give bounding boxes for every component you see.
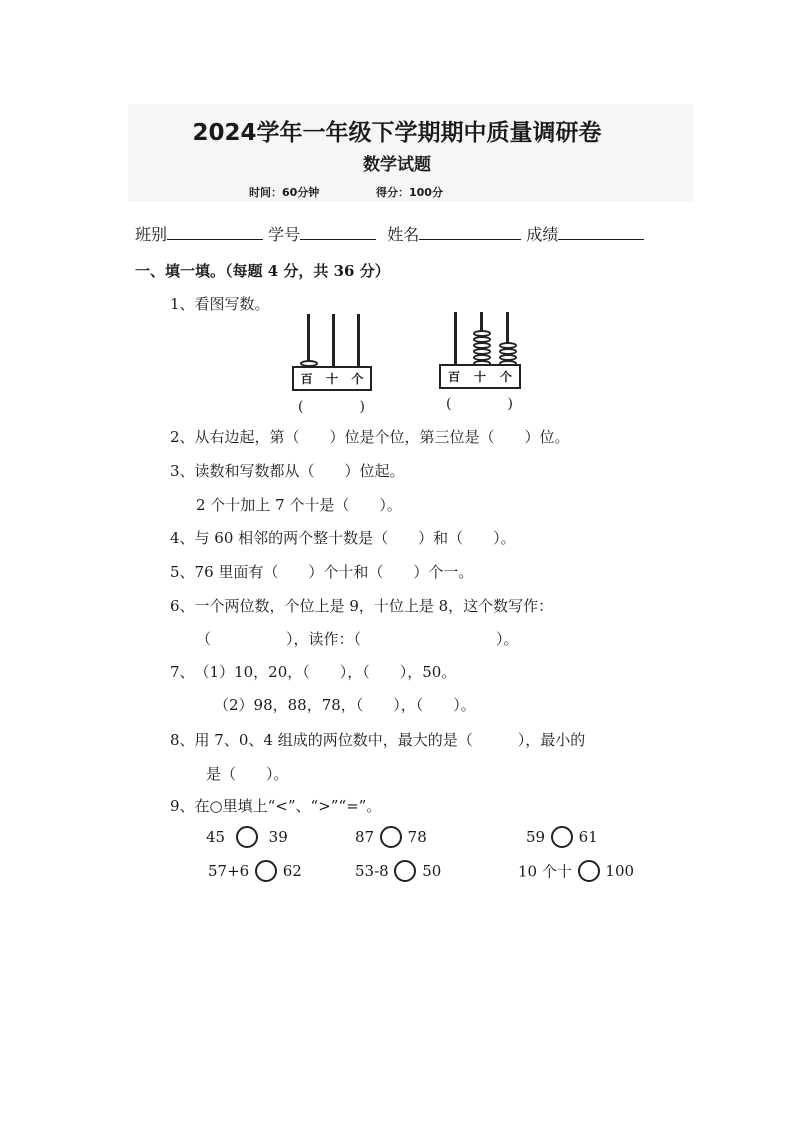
compare-left: 10 个十 [518,862,572,881]
abacus-2-answer[interactable]: ( ) [446,396,513,412]
question-5: 5、76 里面有（ ）个十和（ ）个一。 [170,563,474,581]
abacus-2-frame [439,364,521,389]
question-3: 3、读数和写数都从（ ）位起。 [170,462,405,480]
question-7-sub: （2）98，88，78，（ ），（ ）。 [214,696,476,714]
abacus-2-rod-hundreds [454,312,457,366]
abacus-1-rod-ones [357,314,360,368]
compare-item [355,860,441,882]
time-label: 时间：60分钟 [249,186,320,199]
section-1-title: 一、填一填。（每题 4 分，共 36 分） [135,262,390,280]
compare-right: 50 [422,862,442,880]
compare-right: 100 [605,862,635,880]
compare-left: 53-8 [355,862,389,880]
compare-circle[interactable] [578,860,600,882]
compare-left: 45 [206,828,226,846]
question-7: 7、 （1）10，20，（ ），（ ），50。 [170,663,457,681]
abacus-1-label-ones: 个 [351,372,364,386]
question-6-sub: （ ），读作：（ ）。 [196,630,519,648]
compare-item [355,826,427,848]
compare-circle[interactable] [380,826,402,848]
abacus-2-label-ones: 个 [499,370,512,384]
abacus-1-rod-tens [332,314,335,368]
abacus-1-frame [292,366,372,391]
compare-right: 61 [578,828,598,846]
compare-item [526,826,598,848]
compare-left: 87 [355,828,375,846]
abacus-1-answer[interactable]: ( ) [298,399,365,415]
abacus-2-label-hundreds: 百 [447,370,460,384]
compare-right: 39 [268,828,288,846]
question-6: 6、一个两位数，个位上是 9，十位上是 8，这个数写作： [170,597,554,615]
abacus-1 [292,314,372,392]
name-blank[interactable] [419,223,521,240]
question-4: 4、与 60 相邻的两个整十数是（ ）和（ ）。 [170,529,516,547]
name-label: 姓名 [387,225,420,244]
grade-label: 成绩 [526,225,559,244]
question-3-sub: 2 个十加上 7 个十是（ ）。 [196,496,402,514]
compare-circle[interactable] [255,860,277,882]
question-8: 8、用 7、0、4 组成的两位数中，最大的是（ ），最小的 [170,731,586,749]
compare-left: 59 [526,828,546,846]
abacus-1-label-tens: 十 [325,372,338,386]
class-blank[interactable] [167,223,263,240]
compare-item [208,860,302,882]
student-info-row [135,222,644,245]
compare-circle[interactable] [236,826,258,848]
compare-circle[interactable] [394,860,416,882]
compare-right: 62 [282,862,302,880]
compare-item [518,860,634,882]
question-8-sub: 是（ ）。 [206,765,289,783]
number-blank[interactable] [300,223,376,240]
compare-right: 78 [407,828,427,846]
compare-left: 57+6 [208,862,250,880]
score-label: 得分：100分 [376,186,443,199]
abacus-2-label-tens: 十 [473,370,486,384]
compare-circle[interactable] [551,826,573,848]
grade-blank[interactable] [558,223,644,240]
question-9: 9、在○里填上“<”、“>”“=”。 [170,797,382,815]
compare-item [206,826,288,848]
exam-title: 2024学年一年级下学期期中质量调研卷 [192,120,602,146]
class-label: 班别 [135,225,168,244]
question-1: 1、看图写数。 [170,295,270,313]
exam-subtitle: 数学试题 [363,155,431,175]
question-2: 2、从右边起，第（ ）位是个位，第三位是（ ）位。 [170,428,570,446]
number-label: 学号 [268,225,301,244]
abacus-1-label-hundreds: 百 [300,372,313,386]
abacus-2 [439,312,521,390]
